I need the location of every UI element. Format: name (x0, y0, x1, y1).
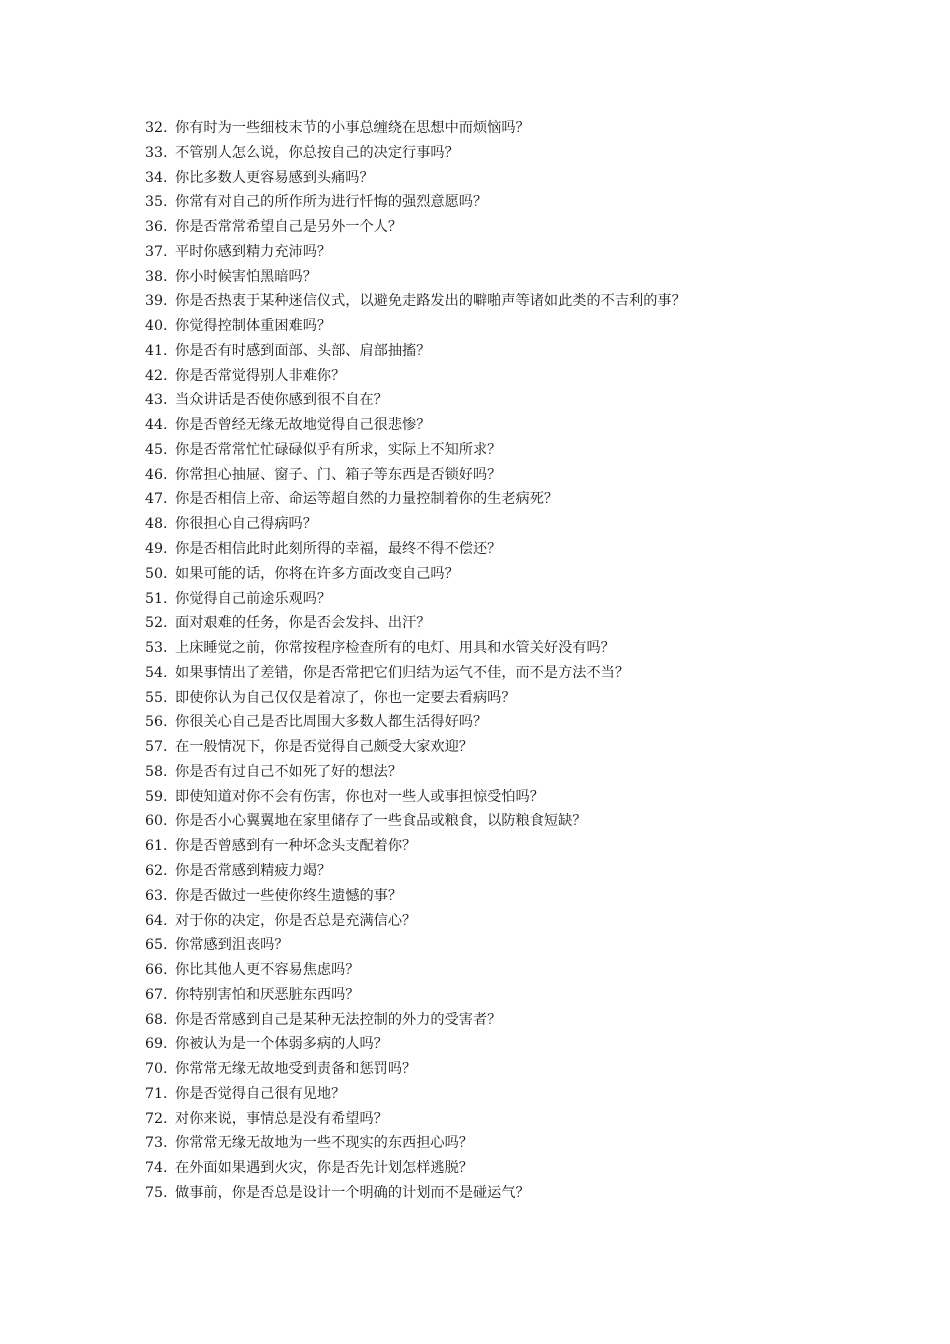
question-number: 65. (145, 937, 168, 954)
question-number: 61. (145, 838, 168, 855)
question-item (145, 364, 905, 389)
question-item (145, 611, 905, 636)
question-item (145, 686, 905, 711)
question-item (145, 562, 905, 587)
question-item (145, 760, 905, 785)
question-number: 64. (145, 912, 168, 929)
question-text: 对你来说，事情总是没有希望吗？ (175, 1110, 388, 1127)
question-item (145, 958, 905, 983)
question-item (145, 413, 905, 438)
question-number: 44. (145, 417, 168, 434)
question-number: 67. (145, 986, 168, 1003)
question-text: 你是否有过自己不如死了好的想法？ (175, 763, 403, 780)
question-item (145, 1181, 905, 1206)
question-number: 57. (145, 739, 168, 756)
question-number: 66. (145, 962, 168, 979)
question-text: 即使知道对你不会有伤害，你也对一些人或事担惊受怕吗？ (175, 788, 544, 805)
question-number: 50. (145, 565, 168, 582)
question-item (145, 463, 905, 488)
question-text: 你有时为一些细枝末节的小事总缠绕在思想中而烦恼吗？ (175, 120, 530, 136)
question-number: 72. (145, 1110, 168, 1127)
question-number: 42. (145, 367, 168, 384)
question-text: 你常常无缘无故地受到责备和惩罚吗？ (175, 1061, 417, 1078)
question-number: 54. (145, 664, 168, 681)
question-item (145, 388, 905, 413)
question-item (145, 1082, 905, 1107)
question-text: 你是否曾经无缘无故地觉得自己很悲惨？ (175, 417, 431, 434)
question-text: 如果事情出了差错，你是否常把它们归结为运气不佳，而不是方法不当？ (175, 664, 630, 681)
question-item (145, 834, 905, 859)
question-item (145, 785, 905, 810)
question-item (145, 1008, 905, 1033)
question-number: 46. (145, 466, 168, 483)
question-item (145, 884, 905, 909)
question-text: 你常有对自己的所作所为进行忏悔的强烈意愿吗？ (175, 194, 488, 211)
question-number: 51. (145, 590, 168, 607)
question-number: 71. (145, 1085, 168, 1102)
question-text: 你是否小心翼翼地在家里储存了一些食品或粮食，以防粮食短缺？ (175, 813, 587, 830)
question-number: 45. (145, 441, 168, 458)
question-item (145, 1156, 905, 1181)
question-number: 74. (145, 1160, 168, 1177)
question-text: 面对艰难的任务，你是否会发抖、出汗？ (175, 615, 431, 632)
question-number: 53. (145, 640, 168, 657)
question-number: 62. (145, 862, 168, 879)
question-number: 39. (145, 293, 168, 310)
question-number: 73. (145, 1135, 168, 1152)
question-item (145, 983, 905, 1008)
question-item (145, 933, 905, 958)
question-text: 你是否常感到精疲力竭？ (175, 862, 332, 879)
question-number: 40. (145, 318, 168, 335)
question-text: 你是否常常希望自己是另外一个人？ (175, 219, 403, 236)
question-number: 68. (145, 1011, 168, 1028)
question-number: 59. (145, 788, 168, 805)
question-item (145, 314, 905, 339)
question-text: 在外面如果遇到火灾，你是否先计划怎样逃脱？ (175, 1160, 473, 1177)
question-text: 你很担心自己得病吗？ (175, 516, 317, 533)
question-text: 不管别人怎么说，你总按自己的决定行事吗？ (175, 144, 459, 161)
question-item (145, 190, 905, 215)
question-text: 在一般情况下，你是否觉得自己颇受大家欢迎？ (175, 739, 473, 756)
question-item (145, 1131, 905, 1156)
question-text: 你小时候害怕黑暗吗？ (175, 268, 317, 285)
question-text: 你是否常常忙忙碌碌似乎有所求，实际上不知所求？ (175, 441, 502, 458)
question-number: 35. (145, 194, 168, 211)
question-number: 47. (145, 491, 168, 508)
question-text: 做事前，你是否总是设计一个明确的计划而不是碰运气？ (175, 1184, 530, 1201)
question-number: 60. (145, 813, 168, 830)
question-number: 55. (145, 689, 168, 706)
question-text: 你常感到沮丧吗？ (175, 937, 289, 954)
question-text: 你常常无缘无故地为一些不现实的东西担心吗？ (175, 1135, 473, 1152)
question-text: 你是否有时感到面部、头部、肩部抽搐？ (175, 342, 431, 359)
question-number: 52. (145, 615, 168, 632)
question-text: 你是否做过一些使你终生遗憾的事？ (175, 887, 403, 904)
question-number: 41. (145, 342, 168, 359)
question-text: 你是否相信上帝、命运等超自然的力量控制着你的生老病死？ (175, 491, 559, 508)
question-item (145, 1057, 905, 1082)
question-text: 你觉得控制体重困难吗？ (175, 318, 332, 335)
question-item (145, 909, 905, 934)
question-item (145, 512, 905, 537)
question-number: 48. (145, 516, 168, 533)
question-text: 你常担心抽屉、窗子、门、箱子等东西是否锁好吗？ (175, 466, 502, 483)
question-text: 你比多数人更容易感到头痛吗？ (175, 169, 374, 186)
question-text: 你很关心自己是否比周围大多数人都生活得好吗？ (175, 714, 488, 731)
question-text: 你被认为是一个体弱多病的人吗？ (175, 1036, 388, 1053)
question-number: 69. (145, 1036, 168, 1053)
question-text: 你是否相信此时此刻所得的幸福，最终不得不偿还？ (175, 541, 502, 558)
question-item (145, 710, 905, 735)
question-item (145, 339, 905, 364)
question-item (145, 587, 905, 612)
question-text: 即使你认为自己仅仅是着凉了，你也一定要去看病吗？ (175, 689, 516, 706)
question-number: 33. (145, 144, 168, 161)
question-number: 58. (145, 763, 168, 780)
question-item (145, 438, 905, 463)
question-number: 49. (145, 541, 168, 558)
question-item (145, 116, 905, 141)
question-item (145, 240, 905, 265)
question-item (145, 809, 905, 834)
question-number: 56. (145, 714, 168, 731)
question-number: 34. (145, 169, 168, 186)
question-text: 当众讲话是否使你感到很不自在？ (175, 392, 388, 409)
question-number: 63. (145, 887, 168, 904)
question-text: 你特别害怕和厌恶脏东西吗？ (175, 986, 360, 1003)
question-text: 你觉得自己前途乐观吗？ (175, 590, 332, 607)
question-number: 70. (145, 1061, 168, 1078)
question-item (145, 265, 905, 290)
question-text: 对于你的决定，你是否总是充满信心？ (175, 912, 417, 929)
question-item (145, 735, 905, 760)
question-item (145, 166, 905, 191)
question-item (145, 661, 905, 686)
question-number: 32. (145, 120, 168, 136)
question-text: 如果可能的话，你将在许多方面改变自己吗？ (175, 565, 459, 582)
question-number: 38. (145, 268, 168, 285)
question-number: 37. (145, 243, 168, 260)
question-item (145, 537, 905, 562)
question-item (145, 1107, 905, 1132)
question-text: 平时你感到精力充沛吗？ (175, 243, 332, 260)
question-text: 你是否常感到自己是某种无法控制的外力的受害者？ (175, 1011, 502, 1028)
question-text: 你是否曾感到有一种坏念头支配着你？ (175, 838, 417, 855)
question-list (145, 116, 905, 1206)
question-item (145, 141, 905, 166)
question-item (145, 289, 905, 314)
question-text: 你是否常觉得别人非难你？ (175, 367, 346, 384)
question-text: 你是否热衷于某种迷信仪式，以避免走路发出的噼啪声等诸如此类的不吉利的事？ (175, 293, 686, 310)
question-item (145, 1032, 905, 1057)
question-number: 43. (145, 392, 168, 409)
question-text: 你比其他人更不容易焦虑吗？ (175, 962, 360, 979)
question-text: 你是否觉得自己很有见地？ (175, 1085, 346, 1102)
question-item (145, 215, 905, 240)
question-item (145, 636, 905, 661)
question-item (145, 859, 905, 884)
question-number: 36. (145, 219, 168, 236)
question-number: 75. (145, 1184, 168, 1201)
question-item (145, 487, 905, 512)
question-text: 上床睡觉之前，你常按程序检查所有的电灯、用具和水管关好没有吗？ (175, 640, 615, 657)
